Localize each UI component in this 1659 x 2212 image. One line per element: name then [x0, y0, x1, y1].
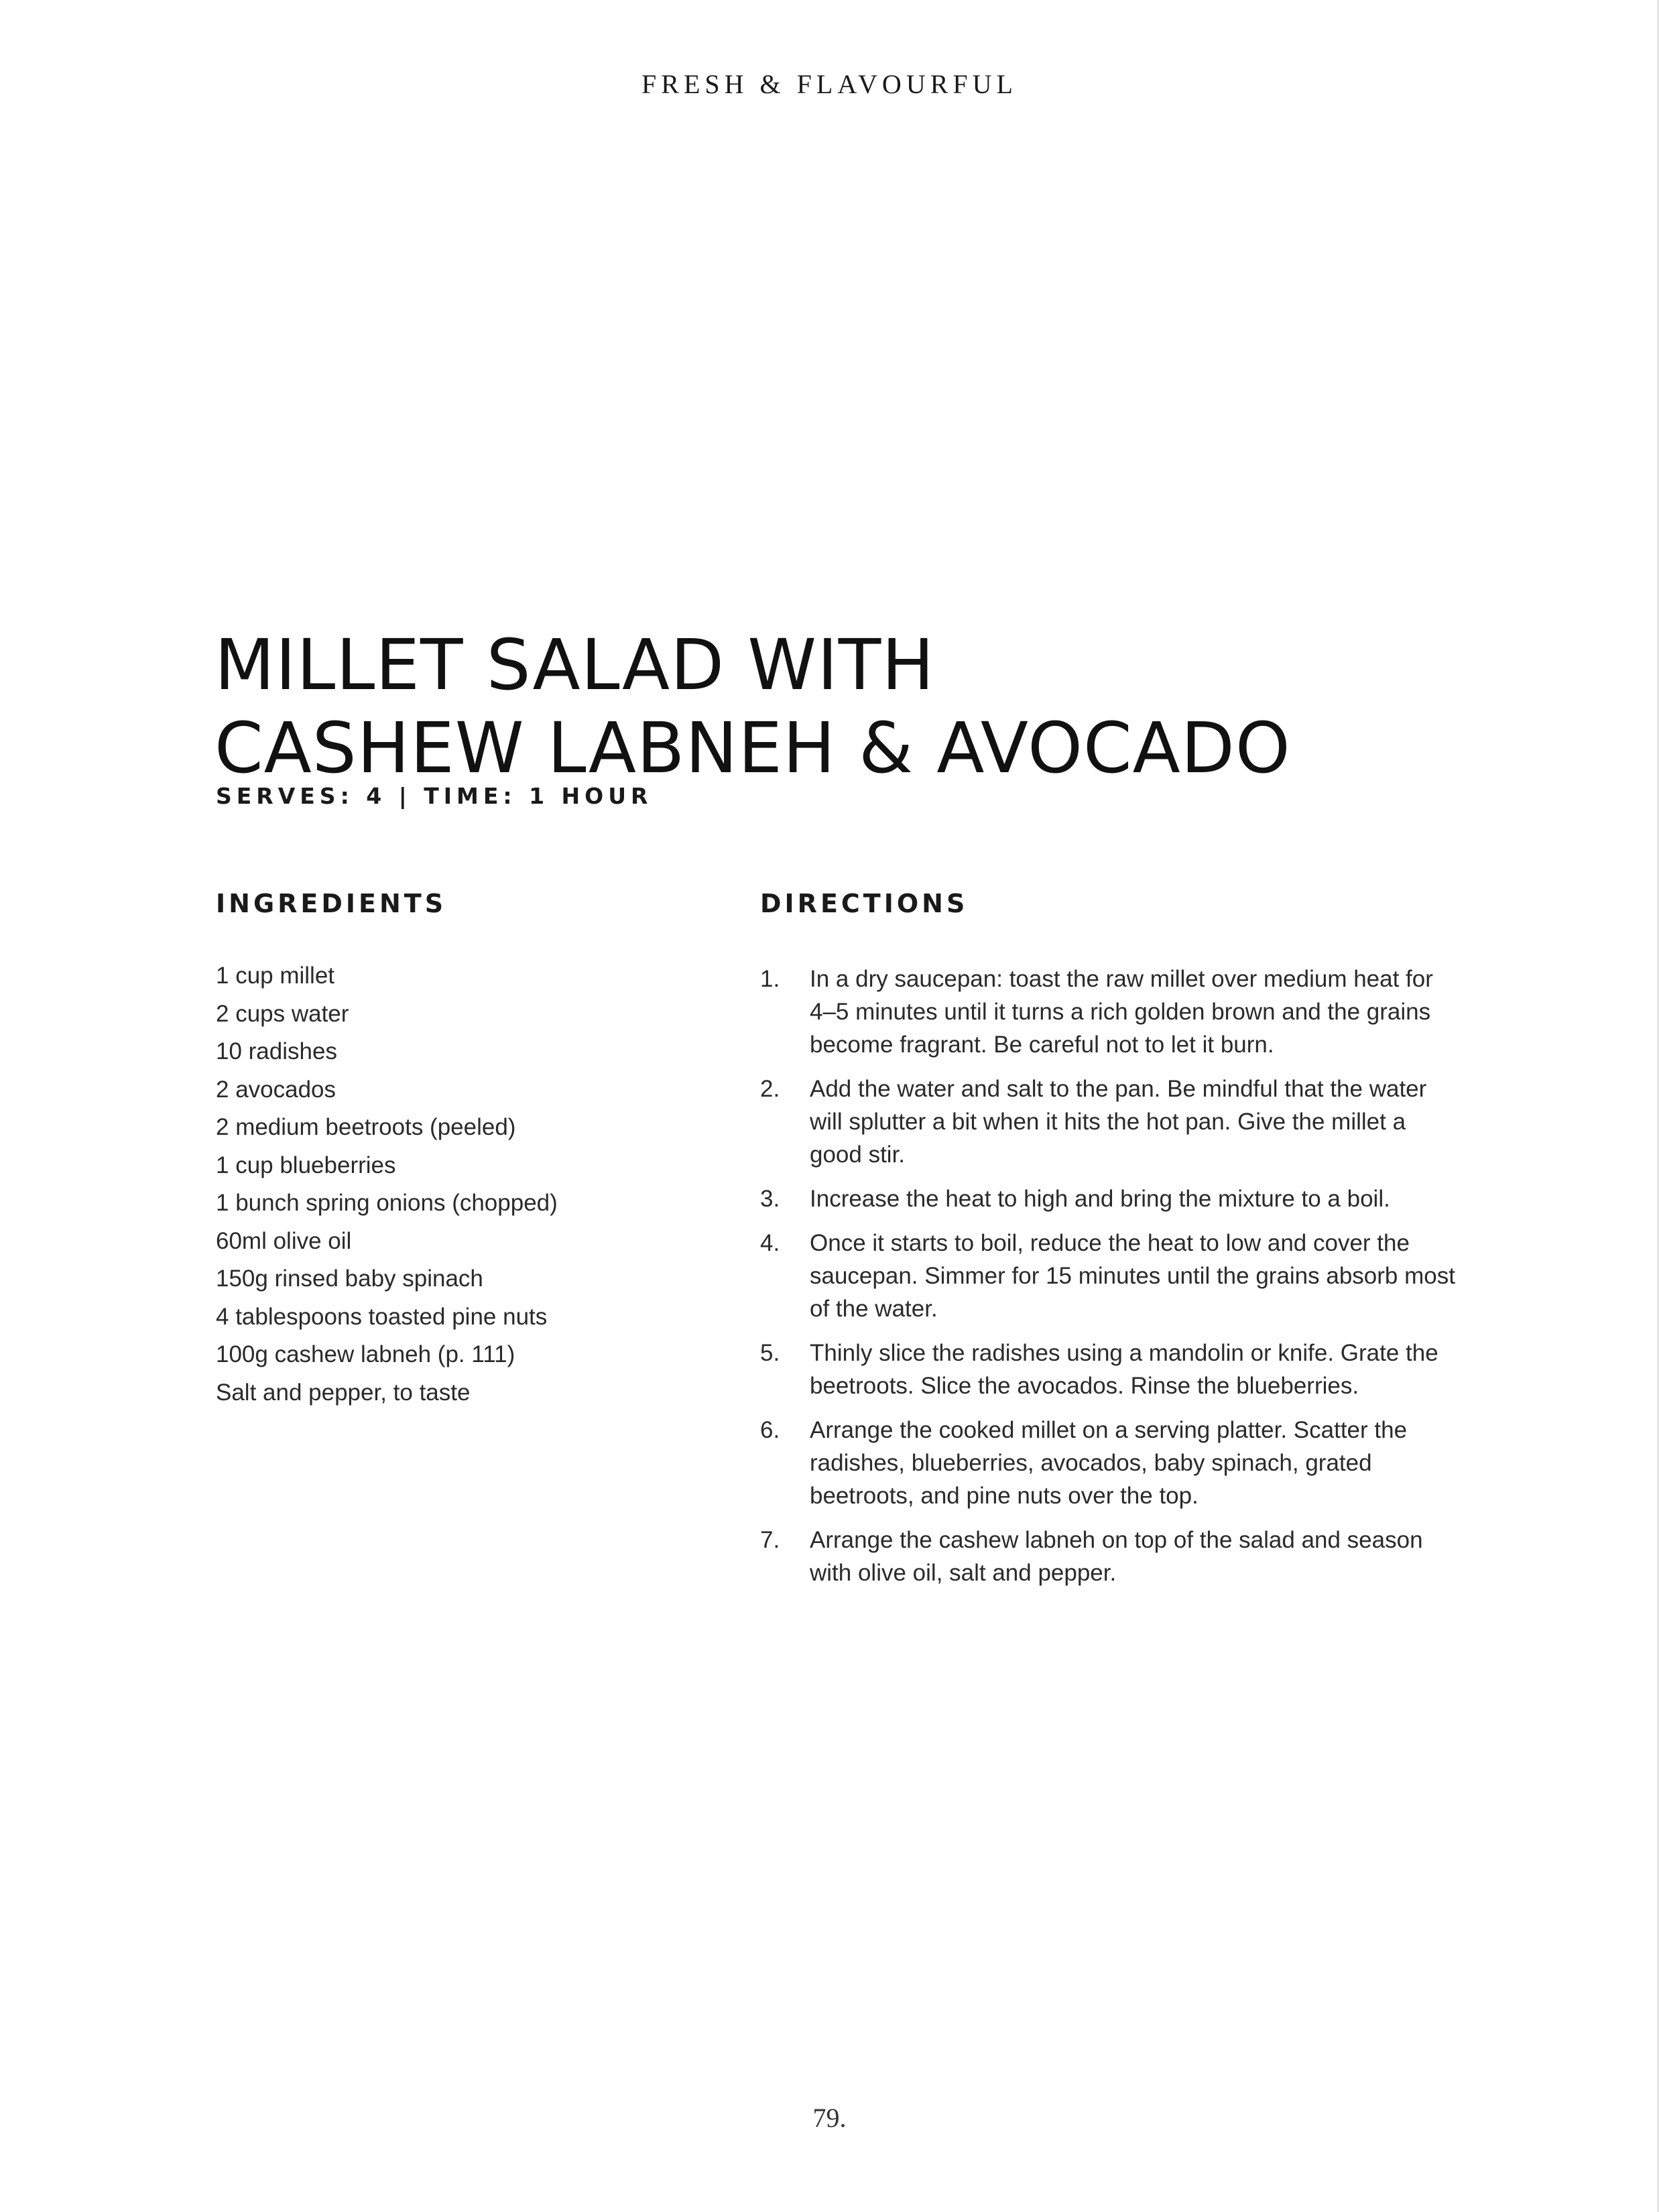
step-text: Arrange the cooked millet on a serving platter. Scatter the radishes, blueberries, avocados, baby spinach, grated beetroots, and pine nuts over the top.: [810, 1417, 1408, 1509]
direction-step: [760, 1072, 1457, 1171]
recipe-title-line-1: MILLET SALAD WITH: [214, 624, 935, 706]
running-head: FRESH & FLAVOURFUL: [641, 69, 1018, 99]
ingredient-item: 1 cup blueberries: [216, 1152, 396, 1178]
recipe-title: [214, 623, 1555, 790]
step-text: In a dry saucepan: toast the raw millet over medium heat for 4–5 minutes until it turns a rich golden brown and the grains become fragrant. Be careful not to let it burn.: [810, 966, 1433, 1058]
direction-step: [760, 1337, 1457, 1402]
page-number: 79.: [812, 2103, 847, 2133]
ingredient-item: Salt and pepper, to taste: [216, 1379, 471, 1406]
step-number: 4.: [760, 1230, 780, 1256]
ingredient-item: 1 bunch spring onions (chopped): [216, 1190, 558, 1216]
ingredient-item: 60ml olive oil: [216, 1227, 352, 1254]
directions-list: [760, 963, 1457, 1601]
direction-step: [760, 1414, 1457, 1512]
ingredients-list: [216, 957, 725, 1412]
ingredient-item: 150g rinsed baby spinach: [216, 1266, 483, 1292]
step-text: Add the water and salt to the pan. Be mindful that the water will splutter a bit when it hits the hot pan. Give the millet a good stir.: [810, 1076, 1427, 1168]
ingredient-item: 1 cup millet: [216, 963, 335, 989]
step-number: 3.: [760, 1186, 780, 1212]
direction-step: [760, 1182, 1457, 1215]
direction-step: [760, 963, 1457, 1061]
servings-time: SERVES: 4 | TIME: 1 HOUR: [216, 783, 653, 809]
step-number: 6.: [760, 1417, 780, 1443]
ingredient-item: 100g cashew labneh (p. 111): [216, 1341, 515, 1367]
directions-heading: DIRECTIONS: [760, 889, 969, 918]
step-number: 2.: [760, 1076, 780, 1102]
direction-step: [760, 1227, 1457, 1325]
step-number: 1.: [760, 966, 780, 992]
step-text: Arrange the cashew labneh on top of the salad and season with olive oil, salt and pepper.: [810, 1527, 1423, 1586]
direction-step: [760, 1524, 1457, 1589]
ingredient-item: 2 avocados: [216, 1076, 336, 1103]
ingredient-item: 4 tablespoons toasted pine nuts: [216, 1303, 548, 1330]
ingredient-item: 10 radishes: [216, 1038, 337, 1064]
step-number: 5.: [760, 1340, 780, 1366]
step-text: Once it starts to boil, reduce the heat to low and cover the saucepan. Simmer for 15 minutes until the grains absorb most of the water.: [810, 1230, 1455, 1322]
ingredient-item: 2 medium beetroots (peeled): [216, 1114, 516, 1140]
step-text: Increase the heat to high and bring the mixture to a boil.: [810, 1186, 1390, 1212]
recipe-title-line-2: CASHEW LABNEH & AVOCADO: [214, 707, 1291, 789]
step-number: 7.: [760, 1527, 780, 1553]
ingredients-heading: INGREDIENTS: [216, 889, 447, 918]
step-text: Thinly slice the radishes using a mandolin or knife. Grate the beetroots. Slice the avocados. Rinse the blueberries.: [810, 1340, 1438, 1399]
ingredient-item: 2 cups water: [216, 1000, 349, 1027]
